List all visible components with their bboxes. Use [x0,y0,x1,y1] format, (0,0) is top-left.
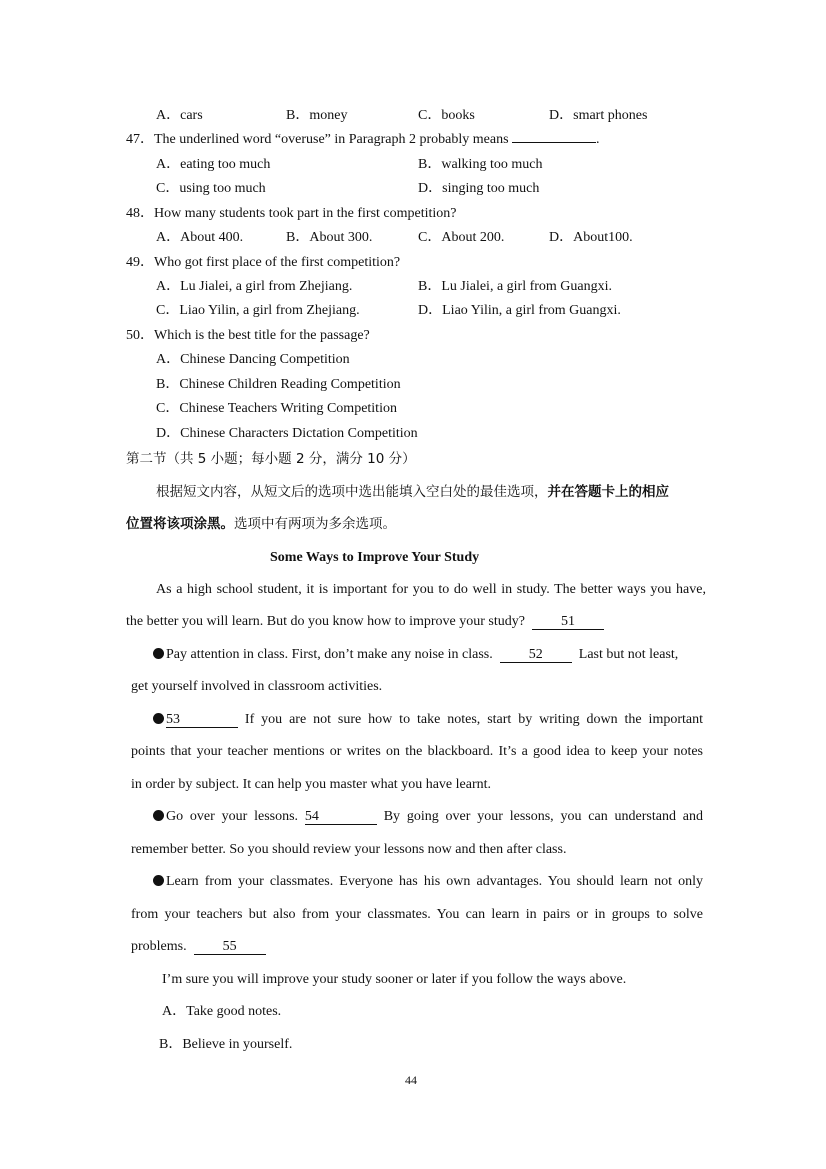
passage-closing: I’m sure you will improve your study sooner or later if you follow the ways above. [162,972,627,987]
passage-p3-line1: 53 If you are not sure how to take notes, start by writing down the important [153,711,703,729]
blank-54: 54 [305,809,377,825]
q47-option-c: C．using too much [156,181,266,196]
section-instructions-line1: 根据短文内容，从短文后的选项中选出能填入空白处的最佳选项，并在答题卡上的相应 [156,484,669,500]
blank-52: 52 [500,647,572,663]
passage-p3-line3: in order by subject. It can help you master what you have learnt. [131,777,491,792]
q49-option-c: C．Liao Yilin, a girl from Zhejiang. [156,303,360,318]
q50-stem: 50．Which is the best title for the passage? [126,328,370,343]
answer-option-a: A．Take good notes. [162,1004,282,1019]
q50-option-a: A．Chinese Dancing Competition [156,352,350,367]
passage-p4-line2: remember better. So you should review your lessons now and then after class. [131,842,567,857]
q46-option-c: C．books [418,108,475,123]
q47-option-a: A．eating too much [156,157,271,172]
bullet-icon [153,875,164,886]
q46-option-a: A．cars [156,108,203,123]
q48-option-c: C．About 200. [418,230,505,245]
passage-title: Some Ways to Improve Your Study [270,550,480,565]
passage-p4-line1: Go over your lessons. 54 By going over your lessons, you can understand and [153,808,703,826]
q50-option-c: C．Chinese Teachers Writing Competition [156,401,397,416]
bullet-icon [153,810,164,821]
q48-option-a: A．About 400. [156,230,244,245]
q46-option-b: B．money [286,108,348,123]
answer-option-b: B．Believe in yourself. [159,1037,293,1052]
passage-p1-line2: the better you will learn. But do you know how to improve your study? 51 [126,613,604,631]
page-number: 44 [405,1073,417,1087]
passage-p1-line1: As a high school student, it is important for you to do well in study. The better ways you have, [156,582,706,597]
q47-option-b: B．walking too much [418,157,543,172]
q49-stem: 49．Who got first place of the first competition? [126,255,401,270]
q50-option-d: D．Chinese Characters Dictation Competition [156,426,418,441]
passage-p2-line1: Pay attention in class. First, don’t make any noise in class. 52 Last but not least, [153,646,678,664]
blank-51: 51 [532,614,604,630]
q47-stem: 47．The underlined word “overuse” in Paragraph 2 probably means . [126,132,600,147]
q48-option-b: B．About 300. [286,230,373,245]
passage-p3-line2: points that your teacher mentions or writes on the blackboard. It’s a good idea to keep your notes [131,744,703,759]
blank-55: 55 [194,939,266,955]
passage-p2-line2: get yourself involved in classroom activities. [131,679,383,694]
q48-option-d: D．About100. [549,230,633,245]
q49-option-a: A．Lu Jialei, a girl from Zhejiang. [156,279,353,294]
q47-option-d: D．singing too much [418,181,540,196]
q47-answer-blank [512,142,596,143]
passage-p5-line2: from your teachers but also from your classmates. You can learn in pairs or in groups to solve [131,907,703,922]
bullet-icon [153,648,164,659]
q50-option-b: B．Chinese Children Reading Competition [156,377,401,392]
q49-option-d: D．Liao Yilin, a girl from Guangxi. [418,303,621,318]
section-heading: 第二节（共 5 小题；每小题 2 分，满分 10 分） [126,451,416,467]
q48-stem: 48．How many students took part in the first competition? [126,206,457,221]
q46-option-d: D．smart phones [549,108,648,123]
passage-p5-line1: Learn from your classmates. Everyone has his own advantages. You should learn not only [153,873,703,891]
section-instructions-line2: 位置将该项涂黑。选项中有两项为多余选项。 [126,516,396,532]
passage-p5-line3: problems. 55 [131,938,266,956]
bullet-icon [153,713,164,724]
q49-option-b: B．Lu Jialei, a girl from Guangxi. [418,279,613,294]
blank-53: 53 [166,712,238,728]
